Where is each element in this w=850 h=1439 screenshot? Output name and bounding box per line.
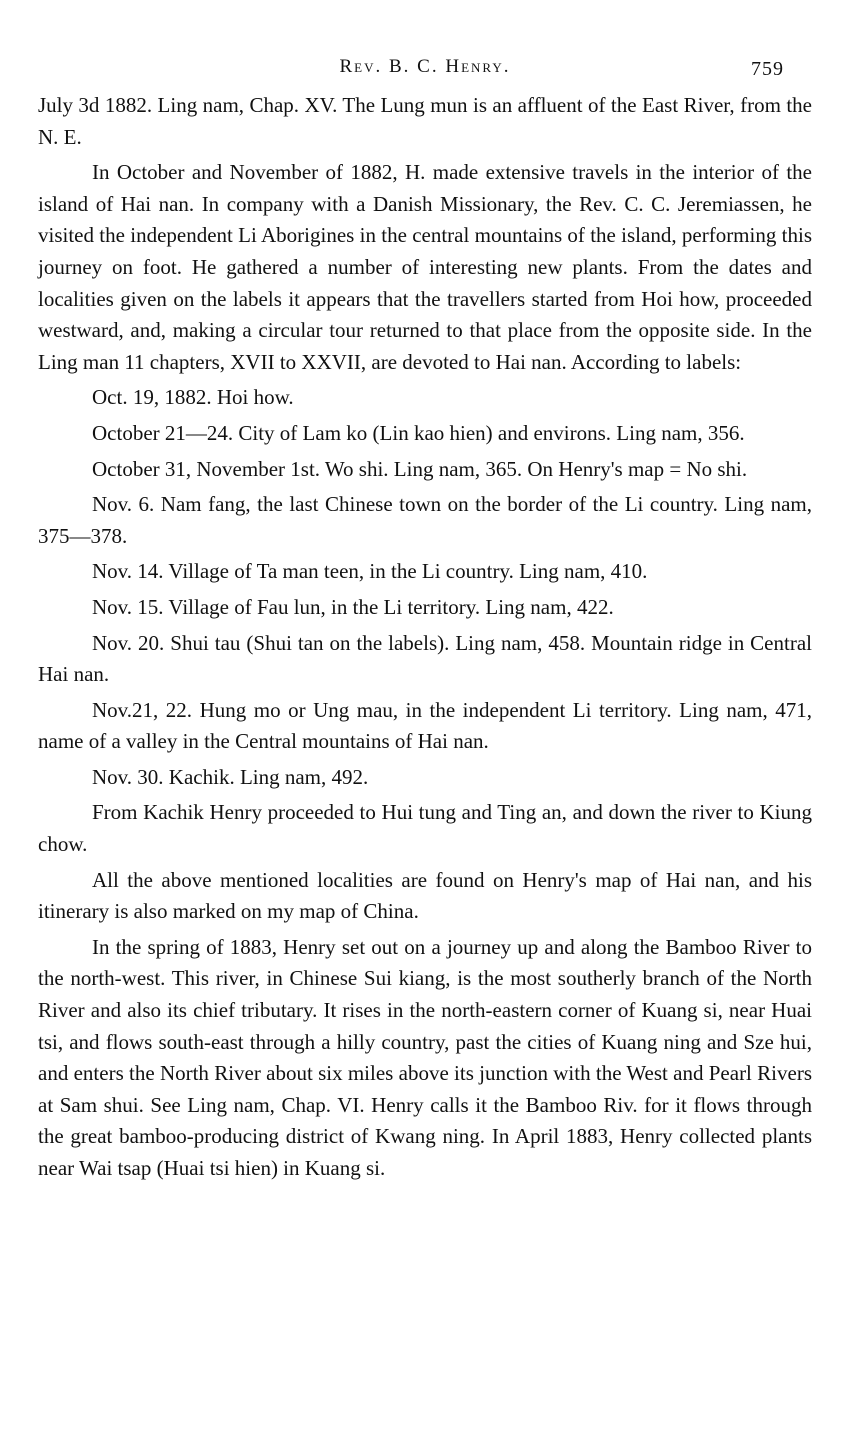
paragraph: From Kachik Henry proceeded to Hui tung and Ting an, and down the river to Kiung chow. — [38, 800, 812, 857]
paragraph: July 3d 1882. Ling nam, Chap. XV. The Lung mun is an affluent of the East River, from the N. E. — [38, 93, 812, 149]
running-head: Rev. B. C. Henry. — [339, 56, 511, 77]
itinerary-entry: Nov. 6. Nam fang, the last Chinese town on the border of the Li country. Ling nam, 375—378. — [38, 492, 812, 548]
itinerary-entry: Nov.21, 22. Hung mo or Ung mau, in the independent Li territory. Ling nam, 471, name of a valley in the Central mountains of Hai nan. — [38, 697, 812, 754]
itinerary-entry: Nov. 30. Kachik. Ling nam, 492. — [92, 764, 369, 789]
page-number: 759 — [751, 58, 784, 80]
itinerary-entry: October 31, November 1st. Wo shi. Ling nam, 365. On Henry's map = No shi. — [92, 456, 748, 481]
paragraph: In October and November of 1882, H. made extensive travels in the interior of the island of Hai nan. In company with a Danish Missionary, the Rev. C. C. Jeremiassen, he visited the independent Li Aborigines in the central mountains of the island, performing this journey on foot. He gathered a number of interesting new plants. From the dates and localities given on the labels it appears that the travellers started from Hoi how, proceeded westward, and, making a circular tour returned to that place from the opposite side. In the Ling man 11 chapters, XVII to XXVII, are devoted to Hai nan. According to labels: — [38, 160, 812, 374]
page-header — [38, 48, 812, 90]
itinerary-entry: Nov. 14. Village of Ta man teen, in the Li country. Ling nam, 410. — [92, 559, 648, 584]
itinerary-entry: October 21—24. City of Lam ko (Lin kao hien) and environs. Ling nam, 356. — [92, 420, 745, 445]
paragraph: All the above mentioned localities are found on Henry's map of Hai nan, and his itinerary is also marked on my map of China. — [38, 867, 812, 924]
itinerary-entry: Nov. 20. Shui tau (Shui tan on the labels). Ling nam, 458. Mountain ridge in Central Hai nan. — [38, 630, 812, 687]
body-text — [38, 90, 812, 1185]
paragraph: In the spring of 1883, Henry set out on a journey up and along the Bamboo River to the north-west. This river, in Chinese Sui kiang, is the most southerly branch of the North River and also its chief tributary. It rises in the north-eastern corner of Kuang si, near Huai tsi, and flows south-east through a hilly country, past the cities of Kuang ning and Sze hui, and enters the North River about six miles above its junction with the West and Pearl Rivers at Sam shui. See Ling nam, Chap. VI. Henry calls it the Bamboo Riv. for it flows through the great bamboo-producing district of Kwang ning. In April 1883, Henry collected plants near Wai tsap (Huai tsi hien) in Kuang si. — [38, 934, 812, 1180]
itinerary-entry: Oct. 19, 1882. Hoi how. — [92, 385, 294, 410]
itinerary-entry: Nov. 15. Village of Fau lun, in the Li territory. Ling nam, 422. — [92, 594, 614, 619]
